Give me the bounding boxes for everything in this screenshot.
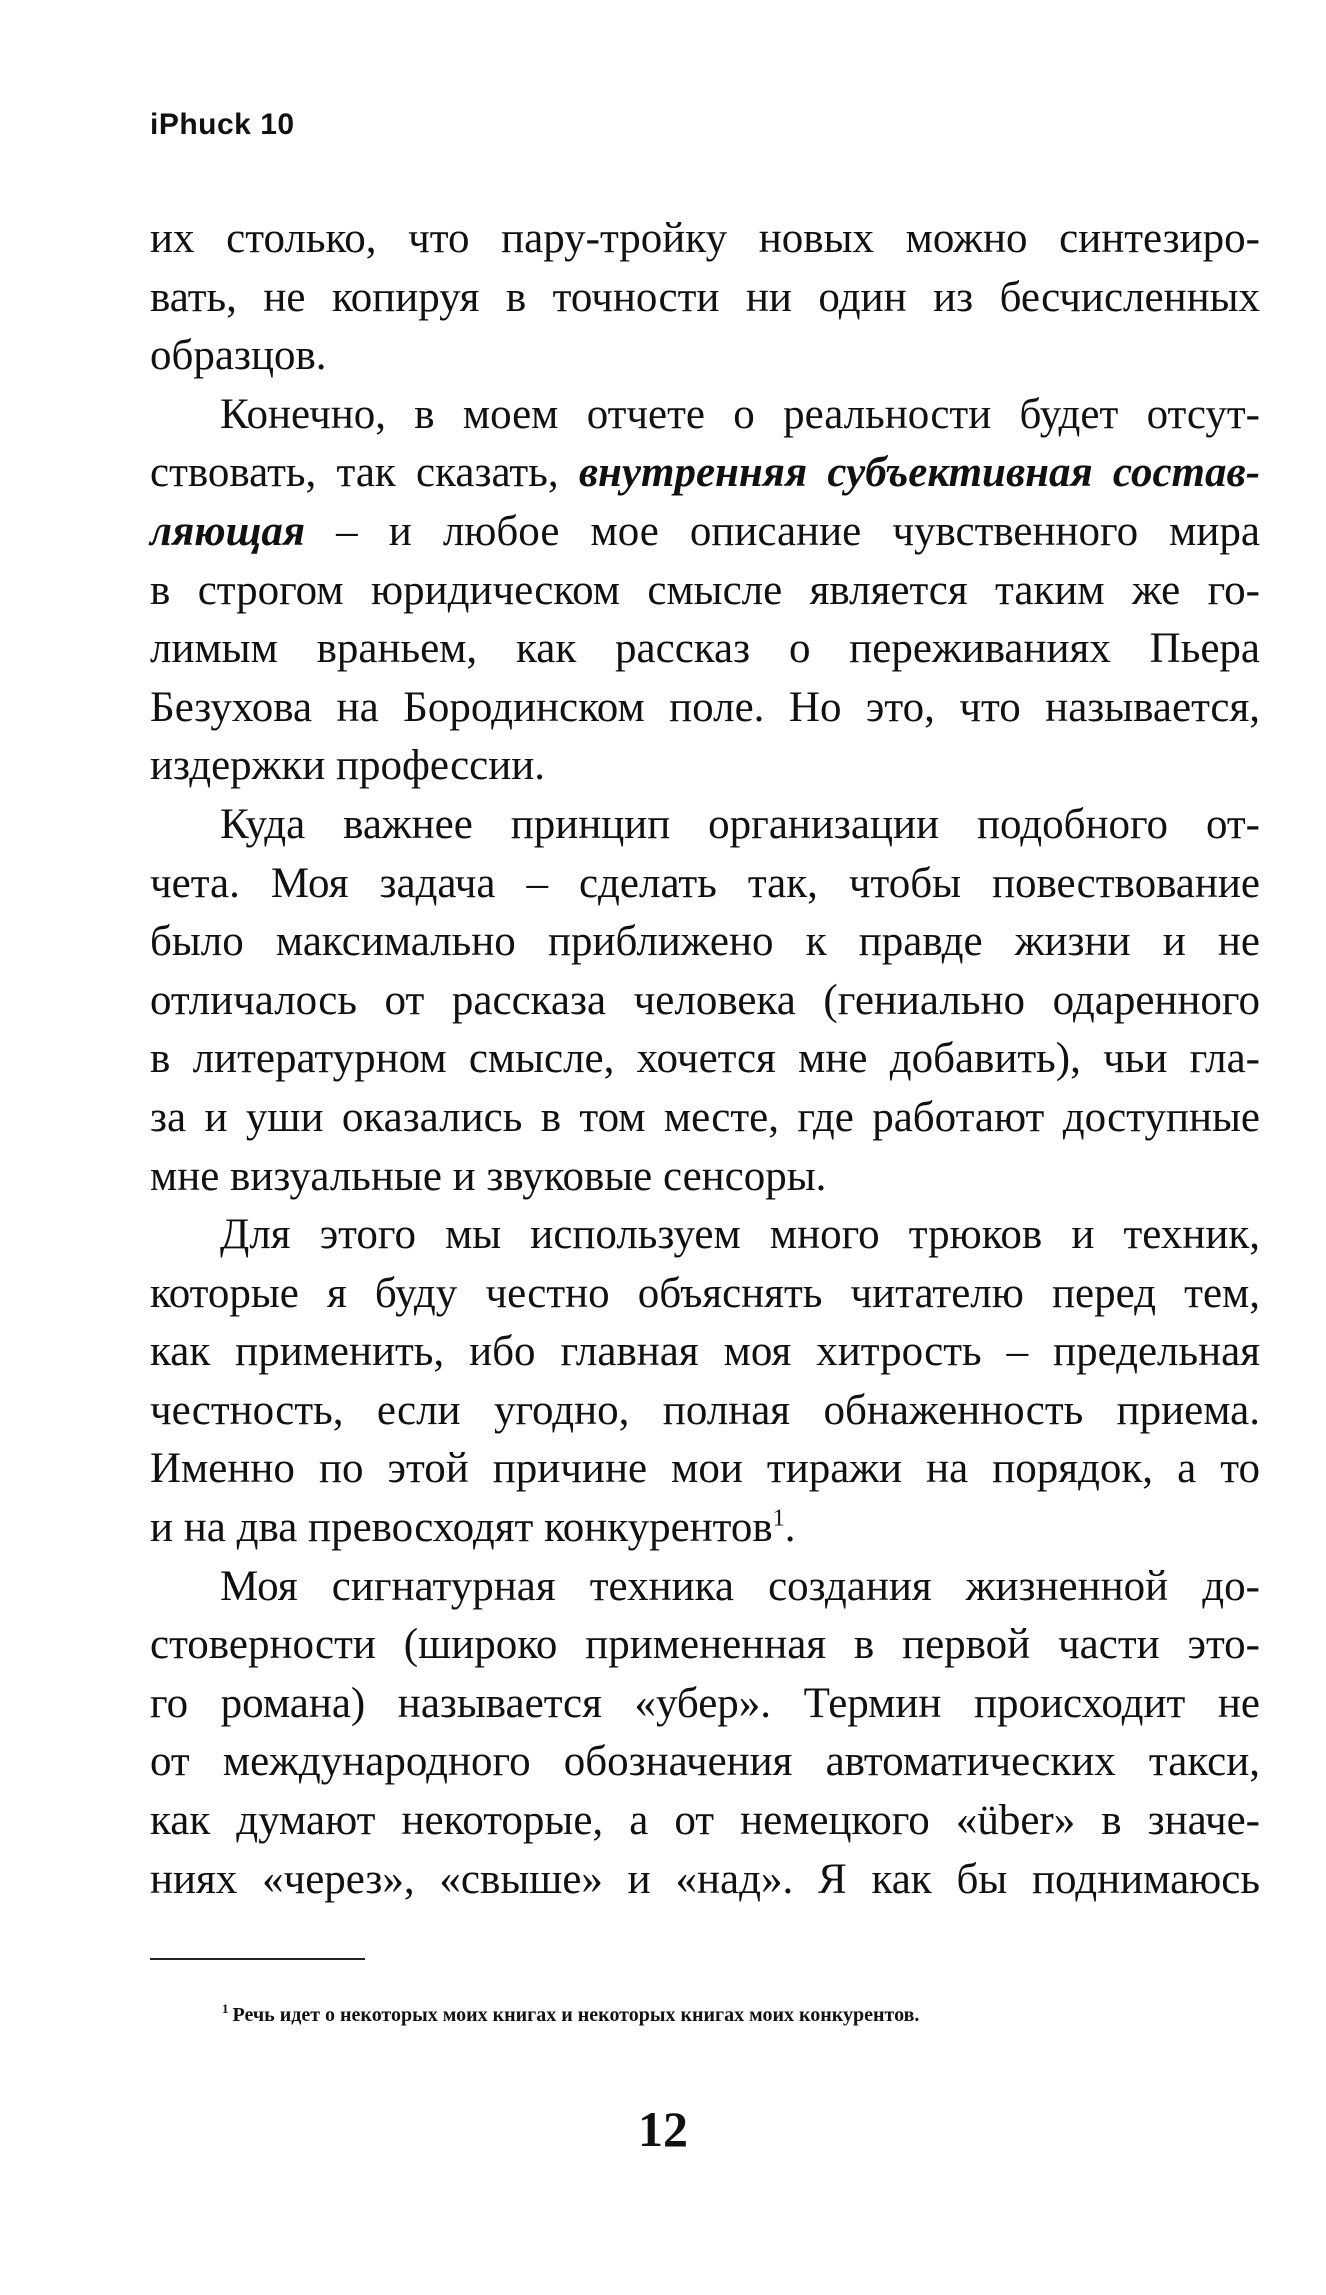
text-line — [150, 1499, 1260, 1558]
paragraph-2 — [150, 386, 1260, 796]
text-run: и на два превосходят конкурентов — [150, 1504, 773, 1552]
text-line: чета. Моя задача – сделать так, чтобы повествование — [150, 859, 1260, 907]
text-line: Куда важнее принцип организации подобного от- — [220, 800, 1260, 848]
body-text — [150, 210, 1260, 1909]
text-line: Именно по этой причине мои тиражи на порядок, а то — [150, 1445, 1260, 1493]
text-line: было максимально приближено к правде жизни и не — [150, 918, 1260, 966]
page-number: 12 — [638, 2101, 688, 2157]
footnote-divider — [150, 1958, 365, 1960]
paragraph-4 — [150, 1206, 1260, 1558]
text-line: мне визуальные и звуковые сенсоры. — [150, 1152, 827, 1200]
footnote-reference[interactable]: 1 — [772, 1505, 785, 1532]
text-line: как думают некоторые, а от немецкого «über» в значе- — [150, 1797, 1260, 1845]
text-line: Для этого мы используем много трюков и техник, — [220, 1211, 1260, 1259]
text-line: честность, если угодно, полная обнаженность приема. — [150, 1386, 1260, 1434]
text-line: лимым враньем, как рассказ о переживаниях Пьера — [150, 625, 1260, 673]
text-line: издержки профессии. — [150, 742, 546, 790]
paragraph-1 — [150, 210, 1260, 386]
text-run: . — [784, 1504, 796, 1552]
text-line: их столько, что пару-тройку новых можно синтезиро- — [150, 215, 1260, 262]
text-line — [150, 444, 1260, 503]
text-line: Моя сигнатурная техника создания жизненной до- — [220, 1562, 1260, 1610]
footnote-marker: 1 — [222, 2001, 229, 2017]
paragraph-5 — [150, 1558, 1260, 1910]
emphasis-text: ляющая — [150, 507, 306, 555]
text-line: как применить, ибо главная моя хитрость – предельная — [150, 1328, 1260, 1376]
text-line: Безухова на Бородинском поле. Но это, что называется, — [150, 683, 1260, 731]
text-line: которые я буду честно объяснять читателю перед тем, — [150, 1269, 1260, 1317]
text-line: Конечно, в моем отчете о реальности будет отсут- — [220, 390, 1260, 438]
footnote — [222, 2001, 920, 2027]
text-line: ниях «через», «свыше» и «над». Я как бы поднимаюсь — [150, 1855, 1260, 1903]
text-line: за и уши оказались в том месте, где работают доступные — [150, 1093, 1260, 1141]
running-title: iPhuck 10 — [150, 108, 295, 141]
emphasis-text: внутренняя субъективная состав- — [578, 449, 1261, 497]
text-line: в литературном смысле, хочется мне добавить), чьи гла- — [150, 1035, 1260, 1083]
text-run: ствовать, так сказать, — [150, 449, 579, 497]
text-line: образцов. — [150, 332, 327, 380]
text-line: стоверности (широко примененная в первой части это- — [150, 1621, 1260, 1669]
paragraph-3 — [150, 796, 1260, 1206]
text-line: отличалось от рассказа человека (гениально одаренного — [150, 976, 1260, 1024]
text-line — [150, 503, 1260, 562]
footnote-text: Речь идет о некоторых моих книгах и некоторых книгах моих конкурентов. — [232, 2004, 920, 2026]
text-line: го романа) называется «убер». Термин происходит не — [150, 1679, 1260, 1727]
text-line: вать, не копируя в точности ни один из бесчисленных — [150, 273, 1260, 321]
text-line: от международного обозначения автоматических такси, — [150, 1738, 1260, 1786]
text-line: в строгом юридическом смысле является таким же го- — [150, 566, 1260, 614]
text-run: – и любое мое описание чувственного мира — [305, 507, 1260, 555]
